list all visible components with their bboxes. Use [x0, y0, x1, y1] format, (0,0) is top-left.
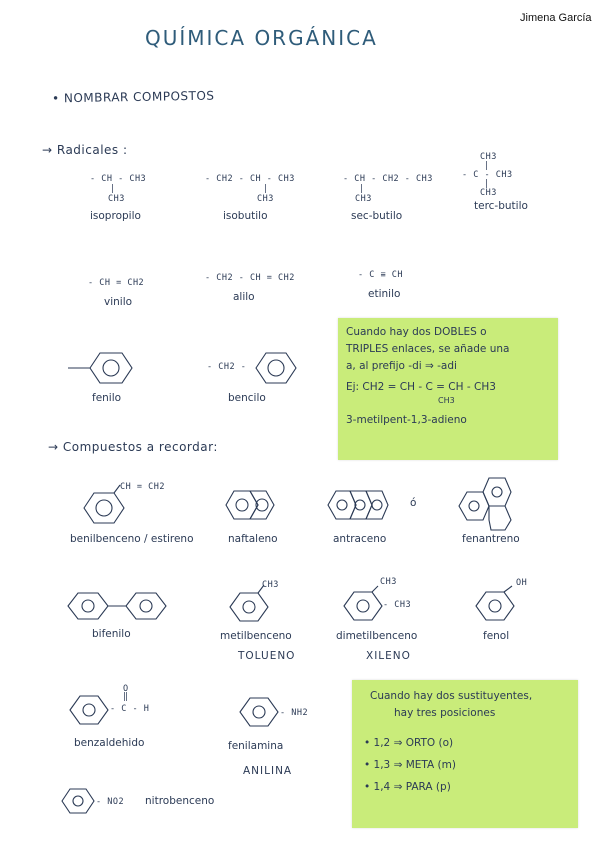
fenantreno-structure: [455, 470, 525, 530]
fenol-structure: [474, 586, 534, 626]
radicals-heading: → Radicales :: [42, 143, 128, 157]
or-symbol: ó: [410, 497, 417, 509]
formula-sub: CH3: [108, 194, 125, 204]
anilina-substituent: - NH2: [280, 708, 309, 718]
page-title: QUÍMICA ORGÁNICA: [145, 26, 378, 50]
formula-top: CH3: [480, 152, 497, 162]
radical-alilo: [205, 273, 325, 303]
fenilo-structure: [60, 348, 140, 388]
note-sustituyentes: [352, 680, 578, 828]
note-line: 3-metilpent-1,3-adieno: [346, 414, 467, 426]
formula-sub: CH3: [480, 188, 497, 198]
compounds-heading: → Compuestos a recordar:: [48, 440, 218, 454]
radical-name: alilo: [233, 291, 255, 303]
radical-etinilo: [358, 270, 448, 300]
note-line: Cuando hay dos sustituyentes,: [370, 690, 533, 702]
bifenilo-label: bifenilo: [92, 628, 131, 640]
radical-name: vinilo: [104, 296, 133, 308]
nitrobenceno-label: nitrobenceno: [145, 795, 215, 807]
naftaleno-label: naftaleno: [228, 533, 278, 545]
note-line: • 1,2 ⇒ ORTO (o): [364, 737, 454, 749]
radical-name: isobutilo: [223, 210, 268, 222]
note-dobles: [338, 318, 558, 460]
author-name: Jimena García: [520, 12, 592, 24]
note-line: a, al prefijo -di ⇒ -adi: [346, 360, 457, 372]
anilina-alias: ANILINA: [243, 765, 293, 777]
radical-name: etinilo: [368, 288, 401, 300]
xileno-label: dimetilbenceno: [336, 630, 418, 642]
bifenilo-structure: [66, 590, 176, 625]
tolueno-alias: TOLUENO: [238, 650, 296, 662]
section-naming: • NOMBRAR COMPOSTOS: [51, 88, 215, 106]
antraceno-label: antraceno: [333, 533, 387, 545]
xileno-substituent: CH3: [380, 577, 397, 587]
radical-name: sec-butilo: [351, 210, 403, 222]
formula-main: - CH - CH3: [90, 174, 147, 184]
formula-main: - CH = CH2: [88, 278, 145, 288]
nitrobenceno-substituent: - NO2: [96, 797, 125, 807]
formula-main: - C ≡ CH: [358, 270, 403, 280]
benzaldehido-label: benzaldehido: [74, 737, 145, 749]
tolueno-substituent: CH3: [262, 580, 279, 590]
note-line: Ej: CH2 = CH - C = CH - CH3: [346, 381, 496, 393]
bencilo-formula: - CH2 -: [207, 362, 247, 372]
note-line: • 1,3 ⇒ META (m): [364, 759, 456, 771]
radical-name: terc-butilo: [474, 200, 528, 212]
formula-main: - C - CH3: [462, 170, 513, 180]
anilina-label: fenilamina: [228, 740, 284, 752]
formula-sub: CH3: [257, 194, 274, 204]
note-line: CH3: [438, 396, 455, 405]
benzaldehido-substituent-top: O: [123, 684, 129, 694]
note-line: • 1,4 ⇒ PARA (p): [364, 781, 451, 793]
antraceno-structure: [328, 485, 408, 530]
xileno-substituent-2: - CH3: [383, 600, 412, 610]
radical-sec-butilo: - CH - CH2 - CH3 | CH3 sec-butilo: [343, 174, 453, 222]
formula-main: - CH2 - CH - CH3: [205, 174, 295, 184]
fenol-substituent: OH: [516, 578, 528, 588]
radical-isopropilo: - CH - CH3 | CH3 isopropilo: [90, 174, 170, 222]
fenantreno-label: fenantreno: [462, 533, 520, 545]
formula-sub: CH3: [355, 194, 372, 204]
estireno-label: benilbenceno / estireno: [70, 533, 194, 545]
note-line: Cuando hay dos DOBLES o: [346, 326, 487, 338]
radical-isobutilo: - CH2 - CH - CH3 | CH3 isobutilo: [205, 174, 315, 222]
radical-vinilo: [88, 278, 188, 308]
tolueno-label: metilbenceno: [220, 630, 292, 642]
note-line: hay tres posiciones: [394, 707, 496, 719]
naftaleno-structure: [226, 485, 286, 530]
radical-name: isopropilo: [90, 210, 141, 222]
fenilo-label: fenilo: [92, 392, 122, 404]
note-line: TRIPLES enlaces, se añade una: [346, 343, 510, 355]
xileno-alias: XILENO: [366, 650, 411, 662]
bencilo-ring: [252, 350, 302, 390]
fenol-label: fenol: [483, 630, 510, 642]
radical-terc-butilo: CH3 | - C - CH3 | CH3 terc-butilo: [462, 152, 562, 212]
benzaldehido-substituent: - C - H: [110, 704, 150, 714]
estireno-substituent: CH = CH2: [120, 482, 165, 492]
tolueno-structure: [228, 585, 288, 625]
bencilo-label: bencilo: [228, 392, 266, 404]
formula-main: - CH - CH2 - CH3: [343, 174, 433, 184]
formula-main: - CH2 - CH = CH2: [205, 273, 295, 283]
